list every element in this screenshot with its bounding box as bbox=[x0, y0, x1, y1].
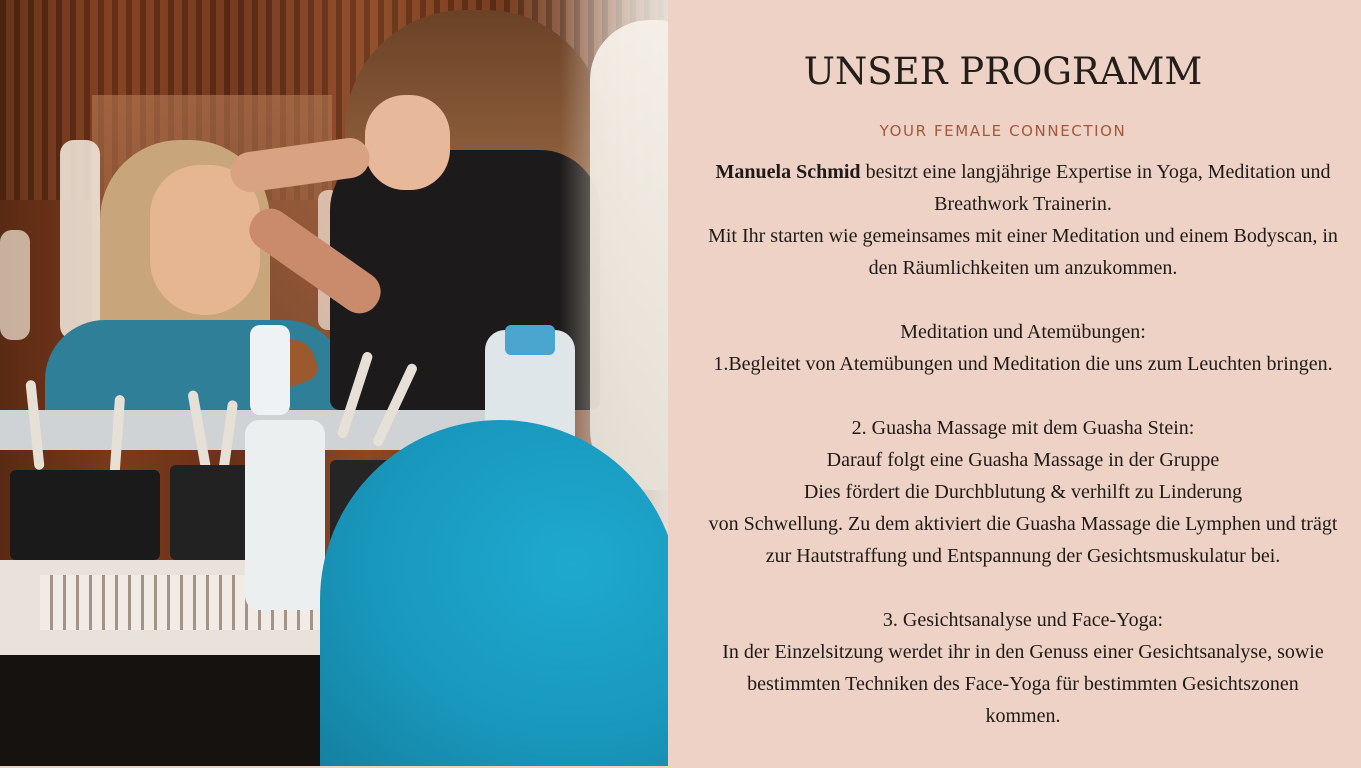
section-1-heading: Meditation und Atemübungen: bbox=[900, 321, 1146, 343]
bottle bbox=[250, 325, 290, 415]
page-title: UNSER PROGRAMM bbox=[803, 50, 1203, 93]
spacer bbox=[708, 380, 1338, 412]
foreground-hair bbox=[590, 20, 668, 490]
section-2-heading: 2. Guasha Massage mit dem Guasha Stein: bbox=[851, 417, 1195, 439]
section-1-text: 1.Begleitet von Atemübungen und Meditation die uns zum Leuchten bringen. bbox=[713, 353, 1333, 375]
bottle bbox=[245, 420, 325, 610]
foreground-shoulder bbox=[320, 420, 668, 766]
section-2-line-2: Dies fördert die Durchblutung & verhilft zu Linderung bbox=[803, 481, 1243, 503]
artist-face bbox=[365, 95, 450, 190]
program-panel bbox=[668, 0, 1361, 768]
intro-line-2: Mit Ihr starten wie gemeinsames mit einer Meditation und einem Bodyscan, in den Räumlichkeiten um anzukommen. bbox=[708, 225, 1338, 279]
section-2-line-3: von Schwellung. Zu dem aktiviert die Guasha Massage die Lymphen und trägt zur Hautstraffung und Entspannung der Gesichtsmuskulatur bei. bbox=[708, 513, 1338, 567]
program-description bbox=[708, 156, 1338, 732]
spacer bbox=[708, 284, 1338, 316]
mirror-light bbox=[60, 140, 100, 340]
intro-text: besitzt eine langjährige Expertise in Yoga, Meditation und Breathwork Trainerin. bbox=[860, 161, 1331, 215]
brush-holder bbox=[10, 470, 160, 560]
spacer bbox=[708, 572, 1338, 604]
section-2-line-1: Darauf folgt eine Guasha Massage in der Gruppe bbox=[826, 449, 1220, 471]
page-subtitle: YOUR FEMALE CONNECTION bbox=[879, 122, 1127, 140]
mirror-light bbox=[0, 230, 30, 340]
water-bottle-cap bbox=[505, 325, 555, 355]
section-3-text: In der Einzelsitzung werdet ihr in den Genuss einer Gesichtsanalyse, sowie bestimmten Techniken des Face-Yoga für bestimmten Gesichtszonen kommen. bbox=[722, 641, 1324, 727]
makeup-photo bbox=[0, 0, 668, 766]
trainer-name: Manuela Schmid bbox=[715, 161, 861, 183]
section-3-heading: 3. Gesichtsanalyse und Face-Yoga: bbox=[882, 609, 1164, 631]
intro-paragraph bbox=[708, 156, 1338, 220]
table-edge bbox=[0, 655, 330, 766]
